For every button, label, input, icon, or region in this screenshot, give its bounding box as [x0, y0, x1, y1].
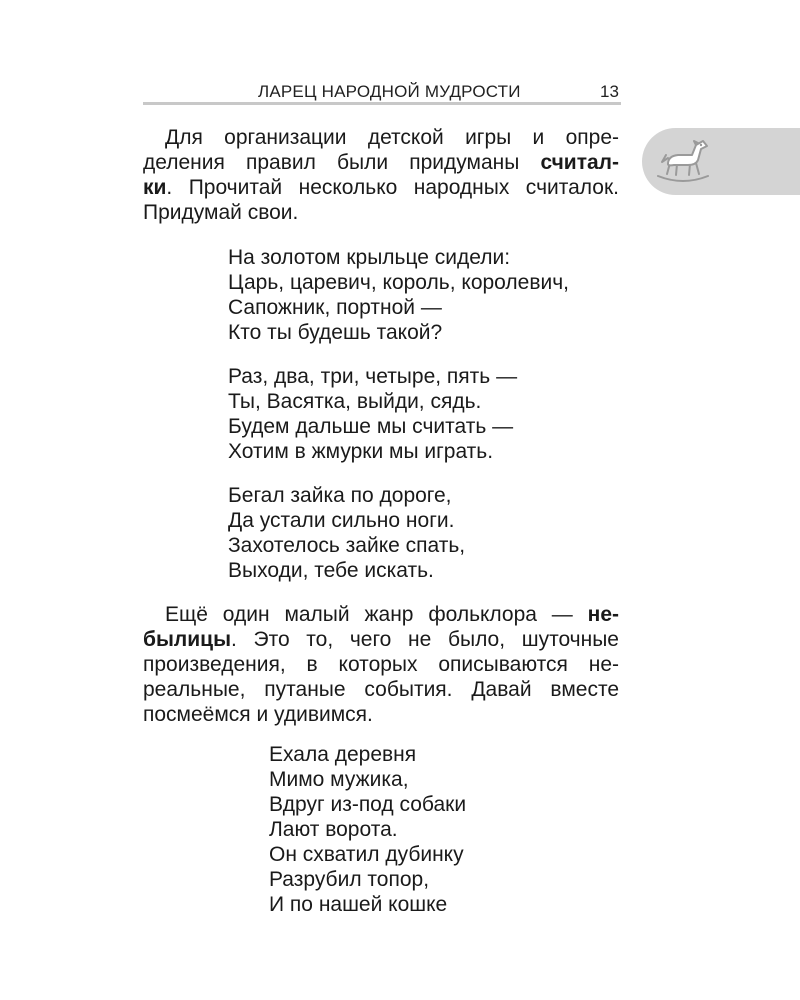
- fables-line: произведения, в которых описываются не-: [143, 653, 619, 676]
- fables-line: посмеёмся и удивимся.: [143, 703, 373, 726]
- verse-line: Раз, два, три, четыре, пять —: [228, 365, 518, 388]
- verse-line: Вдруг из-под собаки: [269, 793, 467, 816]
- verse-line: Ехала деревня: [269, 743, 417, 766]
- verse-line: Кто ты будешь такой?: [228, 321, 443, 344]
- verse-line: На золотом крыльце сидели:: [228, 246, 511, 269]
- rhyme-stanza-2: [228, 364, 517, 464]
- rocking-horse-icon: [654, 136, 712, 186]
- header-rule: [143, 102, 621, 105]
- verse-line: Мимо мужика,: [269, 768, 409, 791]
- rhyme-stanza-1: [228, 245, 569, 345]
- intro-line: деления правил были придуманы считал-: [143, 151, 619, 174]
- verse-line: Хотим в жмурки мы играть.: [228, 440, 494, 463]
- fables-line: Ещё один малый жанр фольклора — не-: [165, 603, 619, 626]
- intro-paragraph: [143, 125, 619, 225]
- rhyme-stanza-3: [228, 483, 465, 583]
- term-nebylitsy: не-: [587, 603, 619, 626]
- verse-line: Разрубил топор,: [269, 868, 430, 891]
- verse-line: Бегал зайка по дороге,: [228, 484, 452, 507]
- verse-line: Ты, Васятка, выйди, сядь.: [228, 390, 482, 413]
- fables-paragraph: [143, 602, 619, 727]
- verse-line: Выходи, тебе искать.: [228, 559, 434, 582]
- fables-line: реальные, путаные события. Давай вместе: [143, 678, 619, 701]
- intro-line: Для организации детской игры и опре-: [165, 126, 619, 149]
- term-schitalki: считал-: [540, 151, 619, 174]
- running-title: ЛАРЕЦ НАРОДНОЙ МУДРОСТИ: [258, 82, 521, 101]
- intro-line: ки. Прочитай несколько народных считалок.: [143, 176, 619, 199]
- intro-line: Придумай свои.: [143, 201, 299, 224]
- term-schitalki-end: ки: [143, 176, 167, 199]
- verse-line: Сапожник, портной —: [228, 296, 442, 319]
- page-number: 13: [600, 82, 619, 101]
- verse-line: Царь, царевич, король, королевич,: [228, 271, 569, 294]
- verse-line: И по нашей кошке: [269, 893, 448, 916]
- verse-line: Лают ворота.: [269, 818, 398, 841]
- verse-line: Он схватил дубинку: [269, 843, 464, 866]
- verse-line: Захотелось зайке спать,: [228, 534, 466, 557]
- side-tab: [642, 128, 800, 195]
- verse-line: Будем дальше мы считать —: [228, 415, 514, 438]
- term-nebylitsy-end: былицы: [143, 628, 231, 651]
- fables-line: былицы. Это то, чего не было, шуточные: [143, 628, 619, 651]
- verse-line: Да устали сильно ноги.: [228, 509, 455, 532]
- fable-stanza: [269, 742, 466, 917]
